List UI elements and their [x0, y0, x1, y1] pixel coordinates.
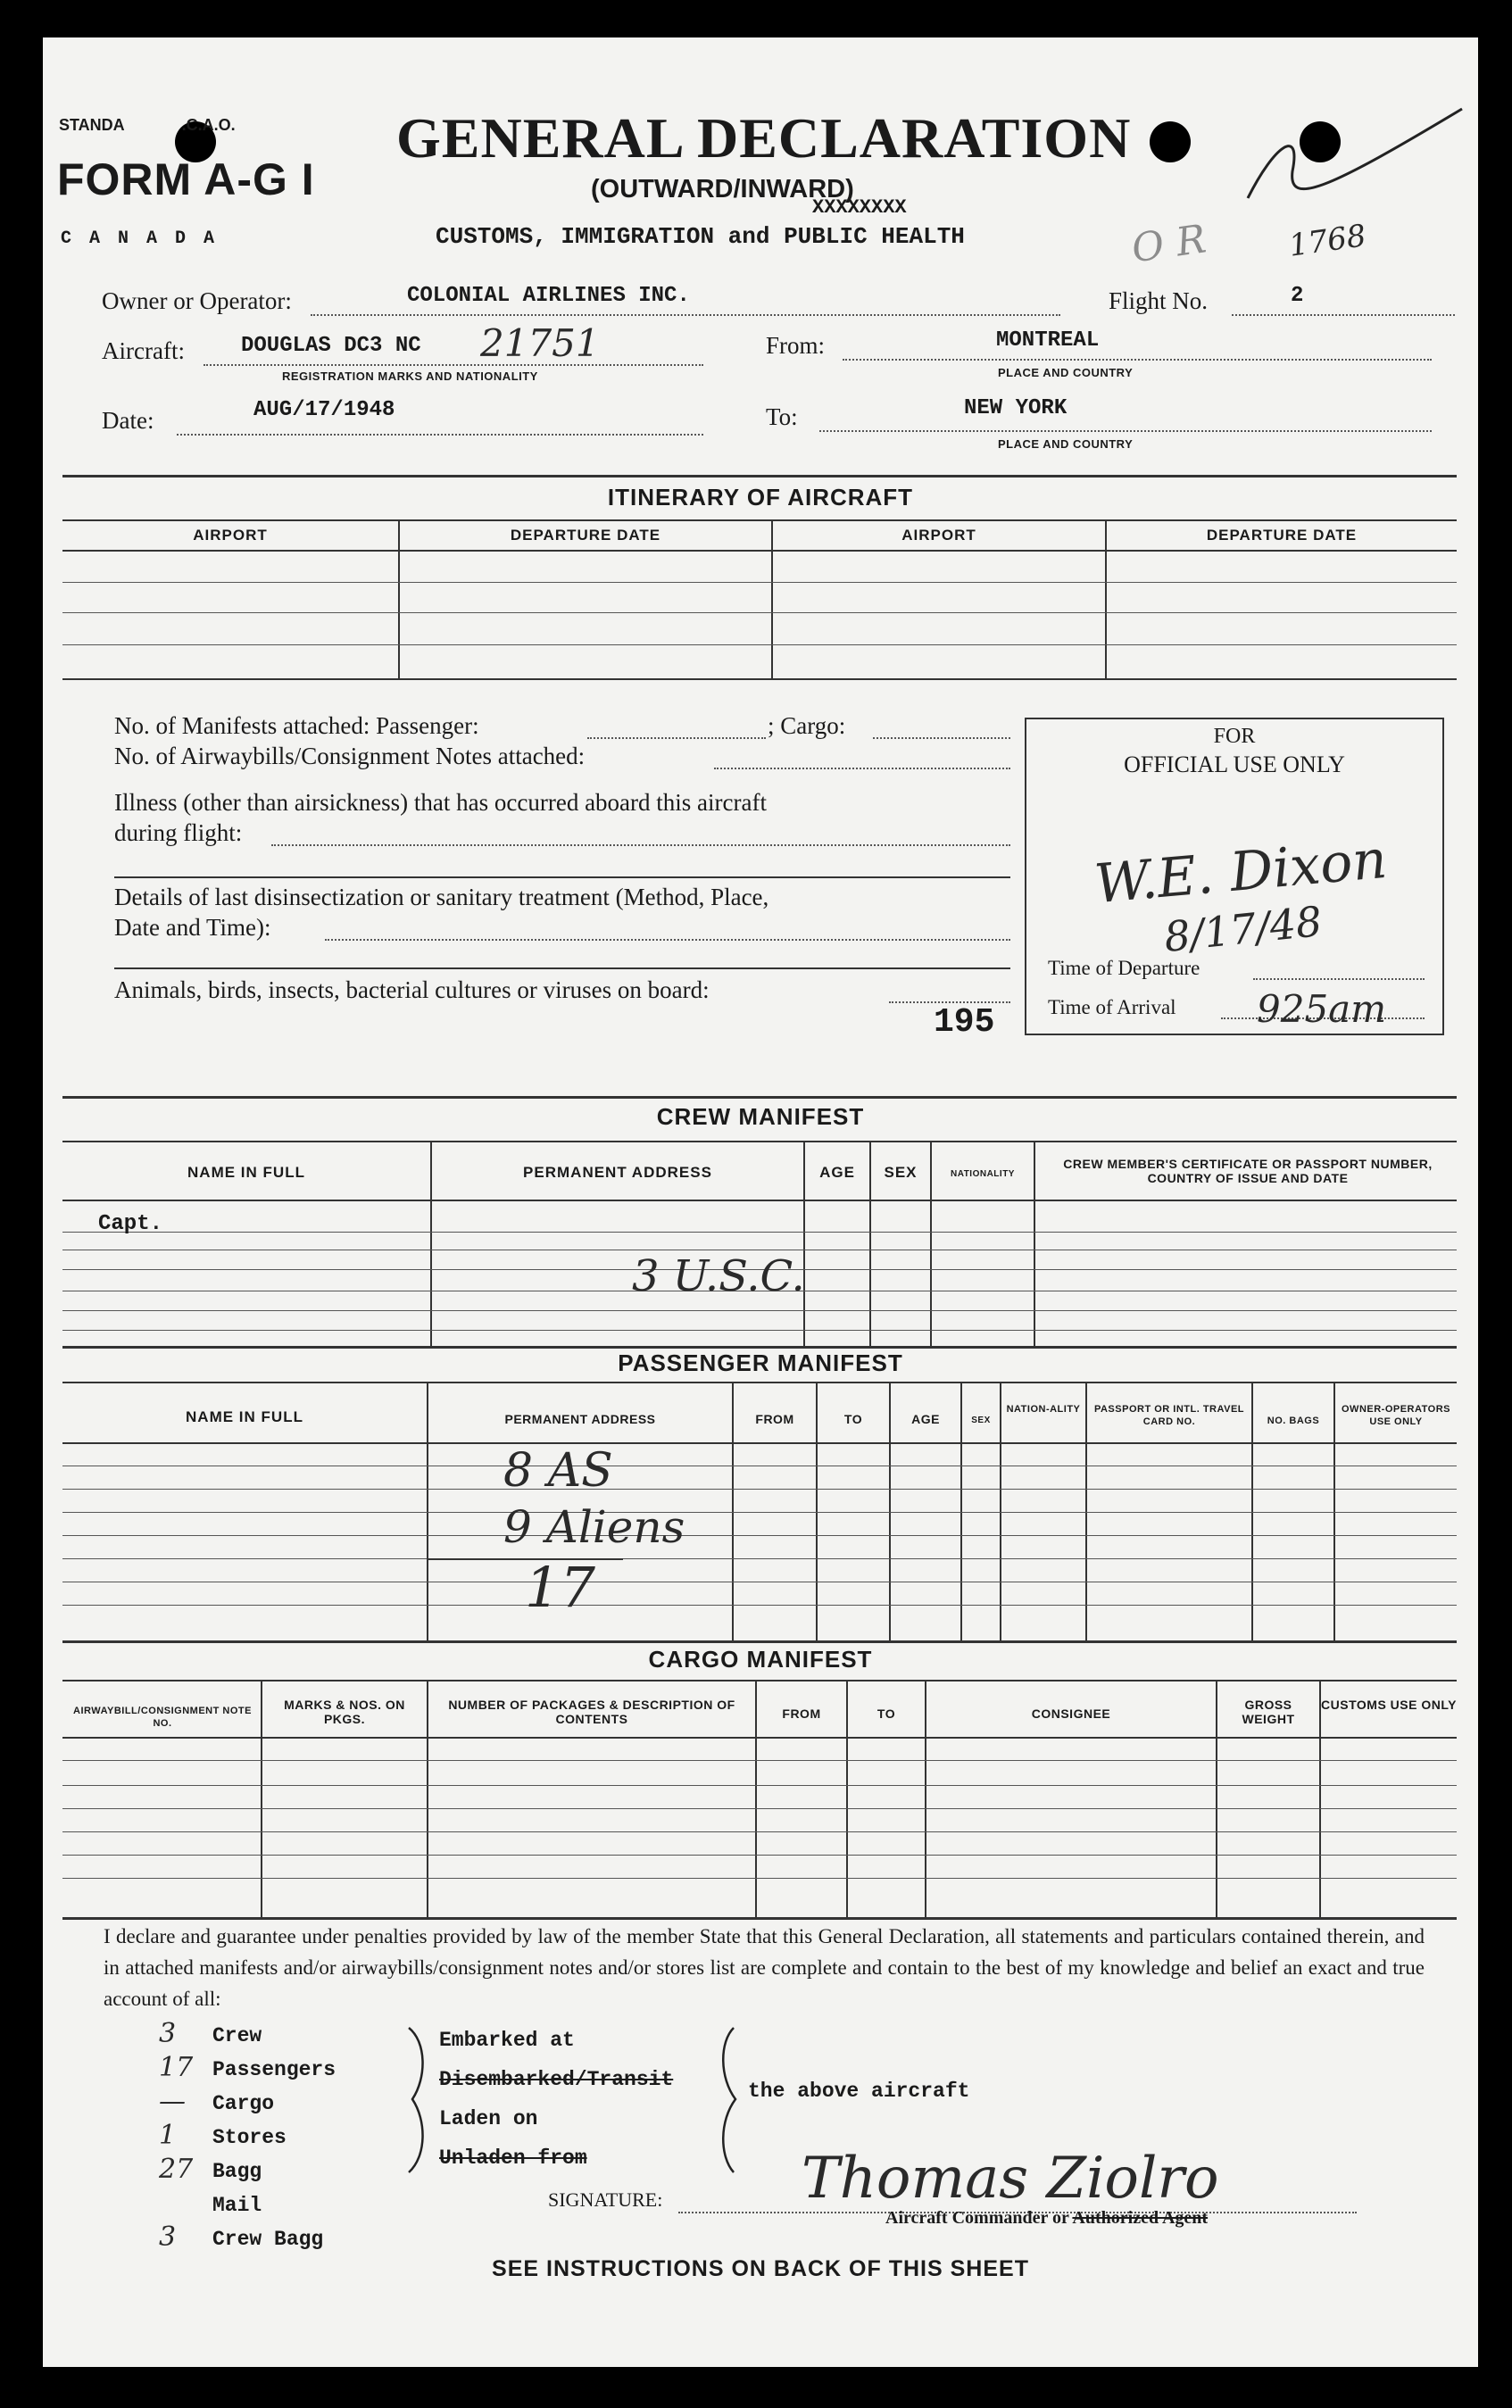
cargo-label: ; Cargo:	[768, 712, 846, 739]
above-aircraft: the above aircraft	[748, 2080, 970, 2103]
cargo-col-to: TO	[876, 1706, 896, 1721]
disinsect-label: Details of last disinsectization or sanitary treatment (Method, Place,	[114, 884, 769, 910]
declaration-text: I declare and guarantee under penalties provided by law of the member State that this General Declaration, all statements and particulars contained therein, and in attached manifests and/or airwaybills/consignment notes and/or stores list are complete and contain to the best of my knowledge and belief an exact and true account of all:	[104, 1925, 1425, 2010]
illness-label: Illness (other than airsickness) that has occurred aboard this aircraft	[114, 789, 767, 816]
date-value: AUG/17/1948	[253, 398, 395, 422]
cargo-col-consignee: CONSIGNEE	[1031, 1706, 1111, 1721]
crew-col-age: AGE	[819, 1164, 855, 1181]
registration-caption: REGISTRATION MARKS AND NATIONALITY	[282, 370, 538, 383]
date-label: Date:	[102, 407, 154, 434]
to-value: NEW YORK	[964, 396, 1068, 420]
aircraft-registration: 21751	[480, 321, 600, 365]
item-passengers: Passengers	[212, 2058, 336, 2081]
pax-col-nationality: NATION-ALITY	[1006, 1404, 1081, 1415]
unladen-label: Unladen from	[439, 2146, 587, 2170]
cargo-title: CARGO MANIFEST	[648, 1646, 873, 1673]
declaration-counts	[159, 2017, 193, 2254]
pax-hand-total: 17	[525, 1555, 595, 1620]
pax-col-to: TO	[843, 1412, 863, 1426]
disinsect-label-2: Date and Time):	[114, 914, 271, 941]
count-crew: 3	[159, 2018, 177, 2049]
item-crew: Crew	[212, 2024, 262, 2047]
crew-col-address: PERMANENT ADDRESS	[523, 1164, 712, 1181]
itinerary-col-airport-2: AIRPORT	[901, 527, 976, 544]
laden-label: Laden on	[439, 2107, 538, 2130]
flight-value: 2	[1291, 284, 1304, 308]
official-date: 8/17/48	[1161, 896, 1325, 962]
official-title-2: OFFICIAL USE ONLY	[1124, 751, 1345, 777]
owner-label: Owner or Operator:	[102, 287, 292, 314]
embark-options	[439, 2021, 673, 2178]
cargo-col-customs: CUSTOMS USE ONLY	[1321, 1698, 1457, 1712]
count-mail	[159, 2187, 193, 2221]
pax-col-age: AGE	[911, 1412, 940, 1426]
count-bagg: 27	[159, 2154, 194, 2185]
cargo-col-packages: NUMBER OF PACKAGES & DESCRIPTION OF CONTENTS	[448, 1698, 735, 1726]
departure-label: Time of Departure	[1048, 957, 1200, 979]
count-cargo: —	[159, 2086, 186, 2117]
item-cargo: Cargo	[212, 2092, 275, 2115]
pax-col-owner: OWNER-OPERATORS USE ONLY	[1342, 1404, 1450, 1427]
pax-col-bags: NO. BAGS	[1267, 1416, 1320, 1426]
flight-label: Flight No.	[1109, 287, 1209, 314]
pax-hand-2: 9 Aliens	[503, 1501, 685, 1553]
manifests-label: No. of Manifests attached: Passenger:	[114, 712, 479, 739]
arrival-time: 925am	[1257, 987, 1387, 1031]
airwaybills-label: No. of Airwaybills/Consignment Notes attached:	[114, 743, 586, 769]
count-crew-bagg: 3	[159, 2221, 177, 2253]
official-signature: W.E. Dixon	[1092, 827, 1390, 917]
form-number: FORM A-G I	[57, 154, 315, 204]
brace-left	[400, 2024, 436, 2176]
agencies-label: CUSTOMS, IMMIGRATION and PUBLIC HEALTH	[436, 223, 965, 250]
crew-col-sex: SEX	[884, 1164, 918, 1181]
count-passengers: 17	[159, 2052, 194, 2083]
signature-label: SIGNATURE:	[548, 2188, 663, 2211]
cargo-col-airwaybill: AIRWAYBILL/CONSIGNMENT NOTE NO.	[73, 1706, 252, 1729]
official-title-1: FOR	[1213, 725, 1256, 748]
owner-value: COLONIAL AIRLINES INC.	[407, 284, 690, 308]
pax-col-address: PERMANENT ADDRESS	[504, 1412, 656, 1426]
item-bagg: Bagg	[212, 2160, 262, 2183]
passenger-title: PASSENGER MANIFEST	[618, 1349, 903, 1376]
pax-col-sex: SEX	[971, 1416, 991, 1425]
pax-col-from: FROM	[755, 1412, 794, 1426]
cargo-col-weight: GROSS WEIGHT	[1242, 1698, 1295, 1726]
item-stores: Stores	[212, 2126, 287, 2149]
crew-col-name: NAME IN FULL	[187, 1164, 305, 1181]
strike-marks: XXXXXXXX	[812, 196, 907, 219]
item-mail: Mail	[212, 2194, 262, 2217]
disembarked-label: Disembarked/Transit	[439, 2068, 674, 2091]
from-label: From:	[766, 332, 826, 359]
or-stamp: O R	[1128, 216, 1209, 272]
count-stores: 1	[159, 2120, 177, 2151]
crew-row1-name: Capt.	[98, 1212, 163, 1236]
pax-col-name: NAME IN FULL	[186, 1408, 303, 1425]
country-label: C A N A D A	[61, 228, 219, 249]
itinerary-col-airport: AIRPORT	[193, 527, 268, 544]
itinerary-col-departure-2: DEPARTURE DATE	[1206, 527, 1358, 544]
commander-signature: Thomas Ziolro	[802, 2146, 1219, 2212]
crew-col-certificate: CREW MEMBER'S CERTIFICATE OR PASSPORT NUMBER, COUNTRY OF ISSUE AND DATE	[1063, 1157, 1433, 1185]
pax-col-passport: PASSPORT OR INTL. TRAVEL CARD NO.	[1093, 1404, 1245, 1427]
from-value: MONTREAL	[996, 328, 1100, 353]
cargo-col-from: FROM	[782, 1706, 821, 1721]
commander-caption: Aircraft Commander or Authorized Agent	[885, 2208, 1209, 2228]
crew-col-nationality: NATIONALITY	[951, 1169, 1015, 1179]
cargo-col-marks: MARKS & NOS. ON PKGS.	[284, 1698, 405, 1726]
form-subtitle: (OUTWARD/INWARD)	[591, 175, 854, 203]
itinerary-title: ITINERARY OF AIRCRAFT	[607, 484, 914, 511]
file-number: 1768	[1286, 218, 1368, 264]
pax-hand-1: 8 AS	[503, 1444, 613, 1498]
stamp-number: 195	[934, 1003, 995, 1042]
standard-label: STANDA .C.A.O.	[59, 116, 236, 134]
document-page	[43, 37, 1478, 2367]
item-crew-bagg: Crew Bagg	[212, 2228, 324, 2251]
aircraft-value: DOUGLAS DC3 NC	[241, 334, 421, 358]
crew-hand-note: 3 U.S.C.	[632, 1251, 805, 1301]
brace-right	[716, 2024, 752, 2176]
place-caption: PLACE AND COUNTRY	[998, 366, 1134, 379]
animals-label: Animals, birds, insects, bacterial cultures or viruses on board:	[114, 976, 710, 1003]
place-caption-2: PLACE AND COUNTRY	[998, 437, 1134, 451]
illness-label-2: during flight:	[114, 819, 243, 846]
itinerary-col-departure: DEPARTURE DATE	[510, 527, 661, 544]
check-mark-scribble	[1239, 91, 1471, 225]
punch-hole	[1150, 121, 1191, 162]
crew-title: CREW MANIFEST	[656, 1103, 865, 1130]
instructions-note: SEE INSTRUCTIONS ON BACK OF THIS SHEET	[492, 2256, 1029, 2281]
declaration-items	[212, 2019, 336, 2256]
embarked-label: Embarked at	[439, 2029, 575, 2052]
form-title: GENERAL DECLARATION	[396, 106, 1132, 170]
aircraft-label: Aircraft:	[102, 337, 185, 364]
arrival-label: Time of Arrival	[1048, 996, 1176, 1018]
to-label: To:	[766, 403, 798, 430]
